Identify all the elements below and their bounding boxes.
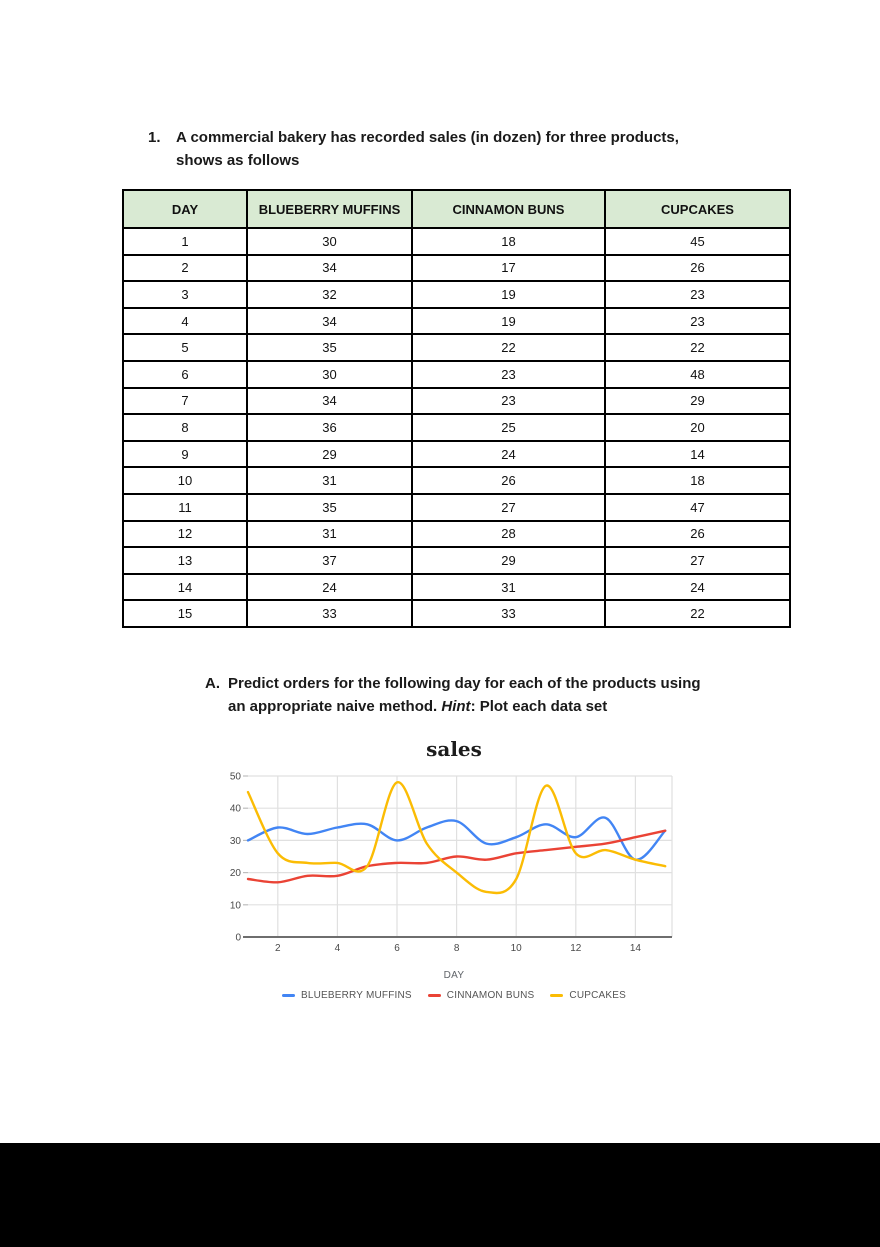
bottom-black-bar xyxy=(0,1143,880,1247)
table-cell: 27 xyxy=(605,547,790,574)
table-cell: 23 xyxy=(412,388,605,415)
table-cell: 7 xyxy=(123,388,247,415)
subquestion-line2-post: : Plot each data set xyxy=(470,698,608,715)
table-cell: 45 xyxy=(605,228,790,255)
table-cell: 47 xyxy=(605,494,790,521)
y-tick-label: 40 xyxy=(229,803,241,815)
legend-item xyxy=(550,990,626,1001)
legend-swatch xyxy=(550,994,563,998)
table-cell: 24 xyxy=(412,441,605,468)
question-1-heading xyxy=(148,126,788,172)
table-row xyxy=(123,228,790,255)
table-cell: 15 xyxy=(123,600,247,627)
x-tick-label: 2 xyxy=(275,943,281,954)
table-header-cell: CINNAMON BUNS xyxy=(412,190,605,228)
table-cell: 18 xyxy=(605,467,790,494)
subquestion-hint-word: Hint xyxy=(441,698,471,715)
legend-label: CUPCAKES xyxy=(569,990,627,1001)
table-body xyxy=(123,228,790,627)
x-tick-label: 14 xyxy=(629,943,641,954)
table-row xyxy=(123,521,790,548)
table-cell: 29 xyxy=(605,388,790,415)
table-cell: 23 xyxy=(605,281,790,308)
table-row xyxy=(123,281,790,308)
table-cell: 26 xyxy=(605,521,790,548)
table-cell: 13 xyxy=(123,547,247,574)
table-cell: 33 xyxy=(412,600,605,627)
table-cell: 22 xyxy=(605,334,790,361)
subquestion-line2-pre: an appropriate naive method. xyxy=(228,698,442,715)
table-header-row xyxy=(123,190,790,228)
table-cell: 1 xyxy=(123,228,247,255)
table-cell: 34 xyxy=(247,308,412,335)
table-row xyxy=(123,494,790,521)
sales-line-chart xyxy=(228,736,680,1001)
table-cell: 3 xyxy=(123,281,247,308)
table-cell: 12 xyxy=(123,521,247,548)
table-cell: 10 xyxy=(123,467,247,494)
table-cell: 17 xyxy=(412,255,605,282)
table-row xyxy=(123,361,790,388)
table-cell: 28 xyxy=(412,521,605,548)
table-row xyxy=(123,467,790,494)
x-tick-label: 4 xyxy=(334,943,341,954)
table-cell: 2 xyxy=(123,255,247,282)
table-cell: 34 xyxy=(247,388,412,415)
table-cell: 6 xyxy=(123,361,247,388)
table-row xyxy=(123,334,790,361)
legend-label: CINNAMON BUNS xyxy=(446,990,535,1001)
table-cell: 35 xyxy=(247,334,412,361)
table-cell: 23 xyxy=(412,361,605,388)
table-cell: 22 xyxy=(605,600,790,627)
table-cell: 29 xyxy=(412,547,605,574)
table-row xyxy=(123,414,790,441)
chart-x-axis-label: DAY xyxy=(443,970,465,981)
table-cell: 24 xyxy=(247,574,412,601)
table-cell: 25 xyxy=(412,414,605,441)
table-row xyxy=(123,441,790,468)
table-cell: 19 xyxy=(412,308,605,335)
subquestion-line1: Predict orders for the following day for each of the products using xyxy=(228,675,701,692)
y-tick-label: 0 xyxy=(235,932,241,944)
table-row xyxy=(123,547,790,574)
table-cell: 9 xyxy=(123,441,247,468)
y-tick-label: 20 xyxy=(229,868,241,880)
table-cell: 20 xyxy=(605,414,790,441)
table-cell: 31 xyxy=(247,467,412,494)
x-tick-label: 6 xyxy=(394,943,400,954)
table-cell: 48 xyxy=(605,361,790,388)
table-cell: 18 xyxy=(412,228,605,255)
question-number: 1. xyxy=(148,129,161,146)
table-cell: 11 xyxy=(123,494,247,521)
question-text-line2: shows as follows xyxy=(176,152,300,169)
table-head xyxy=(123,190,790,228)
table-cell: 8 xyxy=(123,414,247,441)
table-header-cell: DAY xyxy=(123,190,247,228)
question-text-line1: A commercial bakery has recorded sales (in dozen) for three products, xyxy=(176,129,679,146)
table-cell: 14 xyxy=(123,574,247,601)
table-cell: 32 xyxy=(247,281,412,308)
table-cell: 37 xyxy=(247,547,412,574)
table-header-cell: BLUEBERRY MUFFINS xyxy=(247,190,412,228)
table-cell: 34 xyxy=(247,255,412,282)
subquestion-line2 xyxy=(228,695,607,718)
chart-plot-area xyxy=(228,762,680,958)
table-cell: 36 xyxy=(247,414,412,441)
table-row xyxy=(123,600,790,627)
table-row xyxy=(123,574,790,601)
table-cell: 19 xyxy=(412,281,605,308)
x-tick-label: 12 xyxy=(570,943,582,954)
subquestion-a xyxy=(205,672,805,718)
subquestion-letter: A. xyxy=(205,675,220,692)
y-tick-label: 30 xyxy=(229,835,241,847)
table-cell: 33 xyxy=(247,600,412,627)
table-cell: 23 xyxy=(605,308,790,335)
table-cell: 24 xyxy=(605,574,790,601)
chart-legend xyxy=(228,990,680,1001)
table-cell: 26 xyxy=(412,467,605,494)
table-row xyxy=(123,388,790,415)
table-cell: 22 xyxy=(412,334,605,361)
legend-swatch xyxy=(428,994,441,998)
legend-swatch xyxy=(282,994,295,998)
table-cell: 30 xyxy=(247,228,412,255)
table-header-cell: CUPCAKES xyxy=(605,190,790,228)
table-row xyxy=(123,255,790,282)
table-cell: 35 xyxy=(247,494,412,521)
legend-item xyxy=(282,990,412,1001)
legend-item xyxy=(428,990,535,1001)
table-row xyxy=(123,308,790,335)
table-cell: 27 xyxy=(412,494,605,521)
y-tick-label: 50 xyxy=(229,771,241,783)
x-tick-label: 8 xyxy=(453,943,460,954)
y-tick-label: 10 xyxy=(229,900,241,912)
table-cell: 31 xyxy=(412,574,605,601)
legend-label: BLUEBERRY MUFFINS xyxy=(300,990,412,1001)
sales-table xyxy=(122,189,791,628)
x-tick-label: 10 xyxy=(510,943,522,954)
chart-title: sales xyxy=(426,737,482,761)
table-cell: 29 xyxy=(247,441,412,468)
table-cell: 26 xyxy=(605,255,790,282)
table-cell: 14 xyxy=(605,441,790,468)
table-cell: 30 xyxy=(247,361,412,388)
table-cell: 31 xyxy=(247,521,412,548)
table-cell: 5 xyxy=(123,334,247,361)
table-cell: 4 xyxy=(123,308,247,335)
